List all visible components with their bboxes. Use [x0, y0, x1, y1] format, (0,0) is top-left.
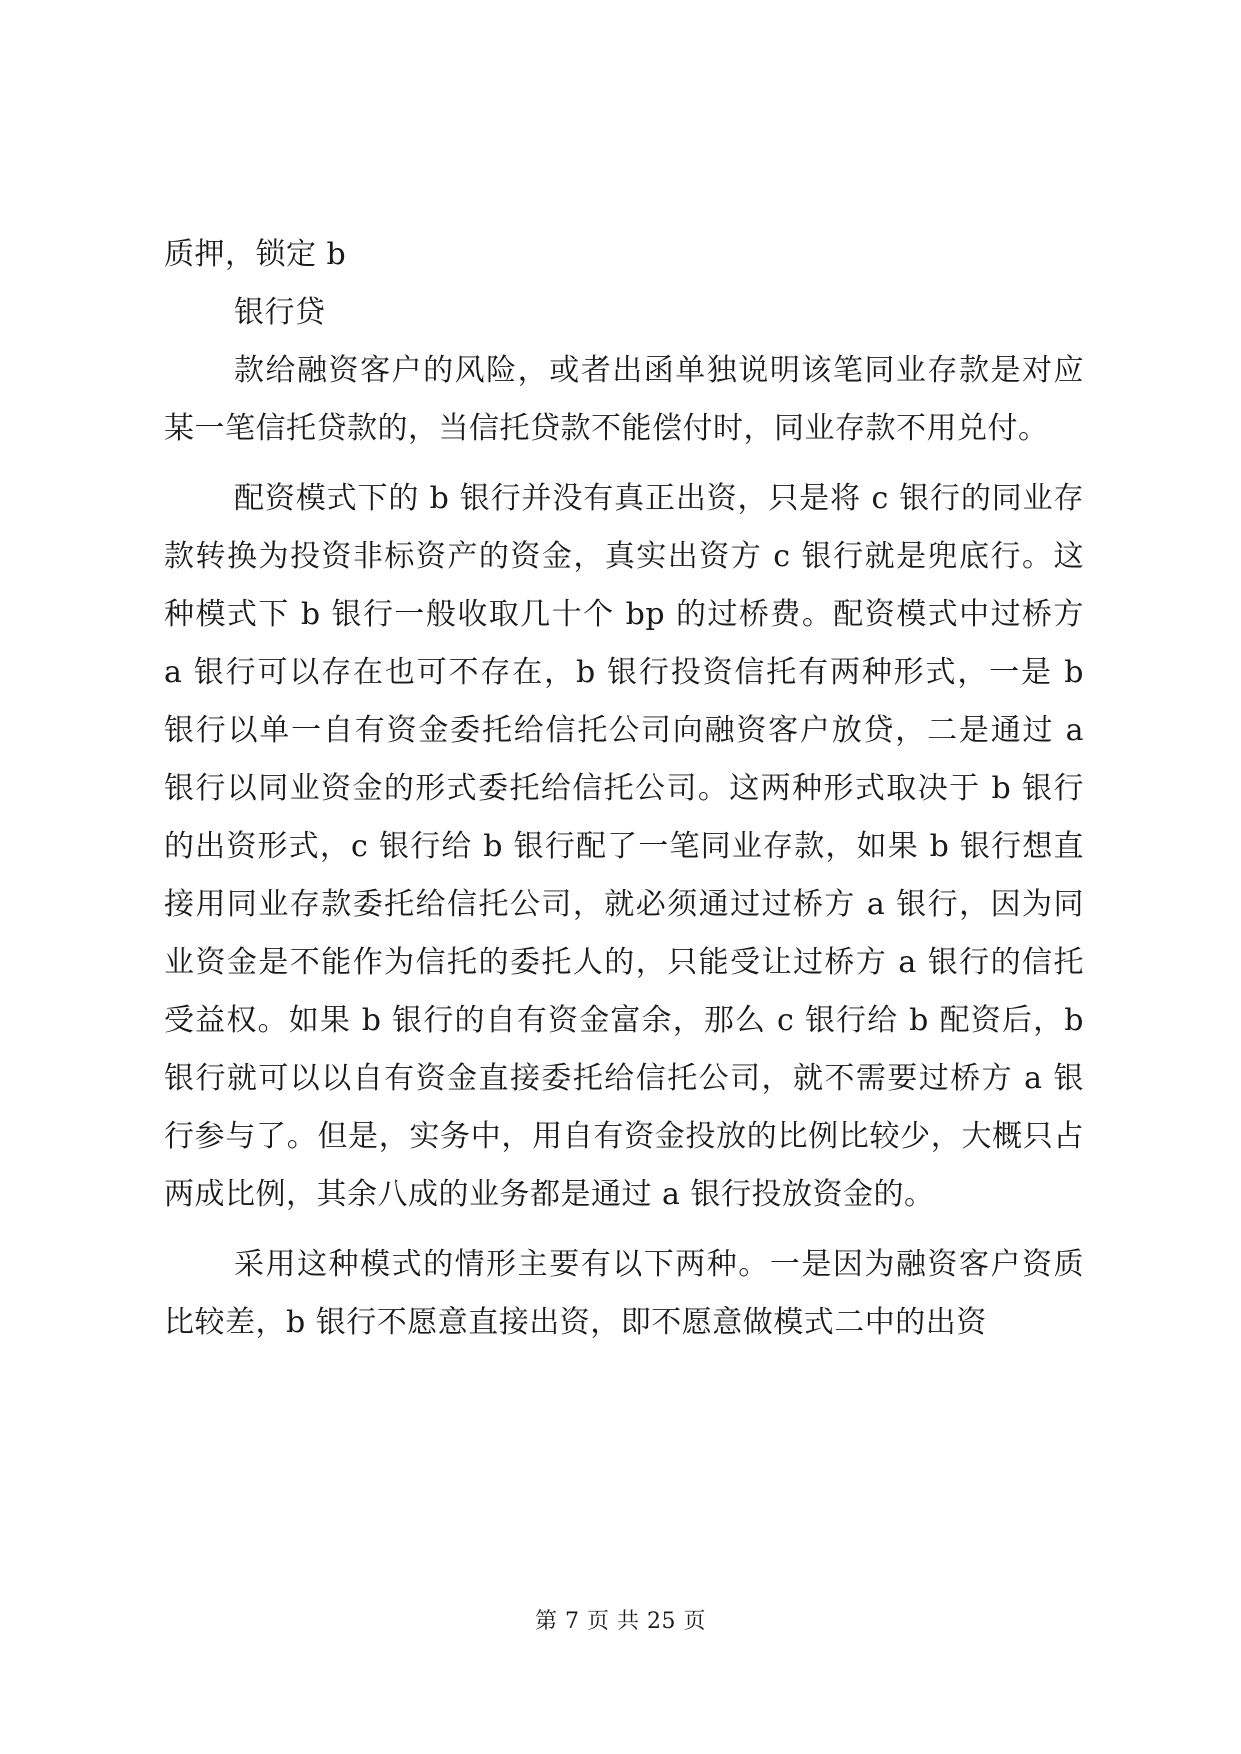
document-body [164, 226, 1084, 1352]
paragraph-1: 质押，锁定 b [164, 237, 347, 272]
paragraph-3: 款给融资客户的风险，或者出函单独说明该笔同业存款是对应某一笔信托贷款的，当信托贷款不能偿付时，同业存款不用兑付。 [164, 353, 1084, 446]
paragraph-5: 采用这种模式的情形主要有以下两种。一是因为融资客户资质比较差，b 银行不愿意直接出资，即不愿意做模式二中的出资 [164, 1247, 1084, 1340]
paragraph-4: 配资模式下的 b 银行并没有真正出资，只是将 c 银行的同业存款转换为投资非标资产的资金，真实出资方 c 银行就是兜底行。这种模式下 b 银行一般收取几十个 bp 的过桥费。配资模式中过桥方 a 银行可以存在也可不存在，b 银行投资信托有两种形式，一是 b 银行以单一自有资金委托给信托公司向融资客户放贷，二是通过 a 银行以同业资金的形式委托给信托公司。这两种形式取决于 b 银行的出资形式，c 银行给 b 银行配了一笔同业存款，如果 b 银行想直接用同业存款委托给信托公司，就必须通过过桥方 a 银行，因为同业资金是不能作为信托的委托人的，只能受让过桥方 a 银行的信托受益权。如果 b 银行的自有资金富余，那么 c 银行给 b 配资后，b 银行就可以以自有资金直接委托给信托公司，就不需要过桥方 a 银行参与了。但是，实务中，用自有资金投放的比例比较少，大概只占两成比例，其余八成的业务都是通过 a 银行投放资金的。 [164, 481, 1084, 1212]
page-footer: 第 7 页 共 25 页 [535, 1609, 706, 1634]
paragraph-2: 银行贷 [234, 295, 326, 330]
